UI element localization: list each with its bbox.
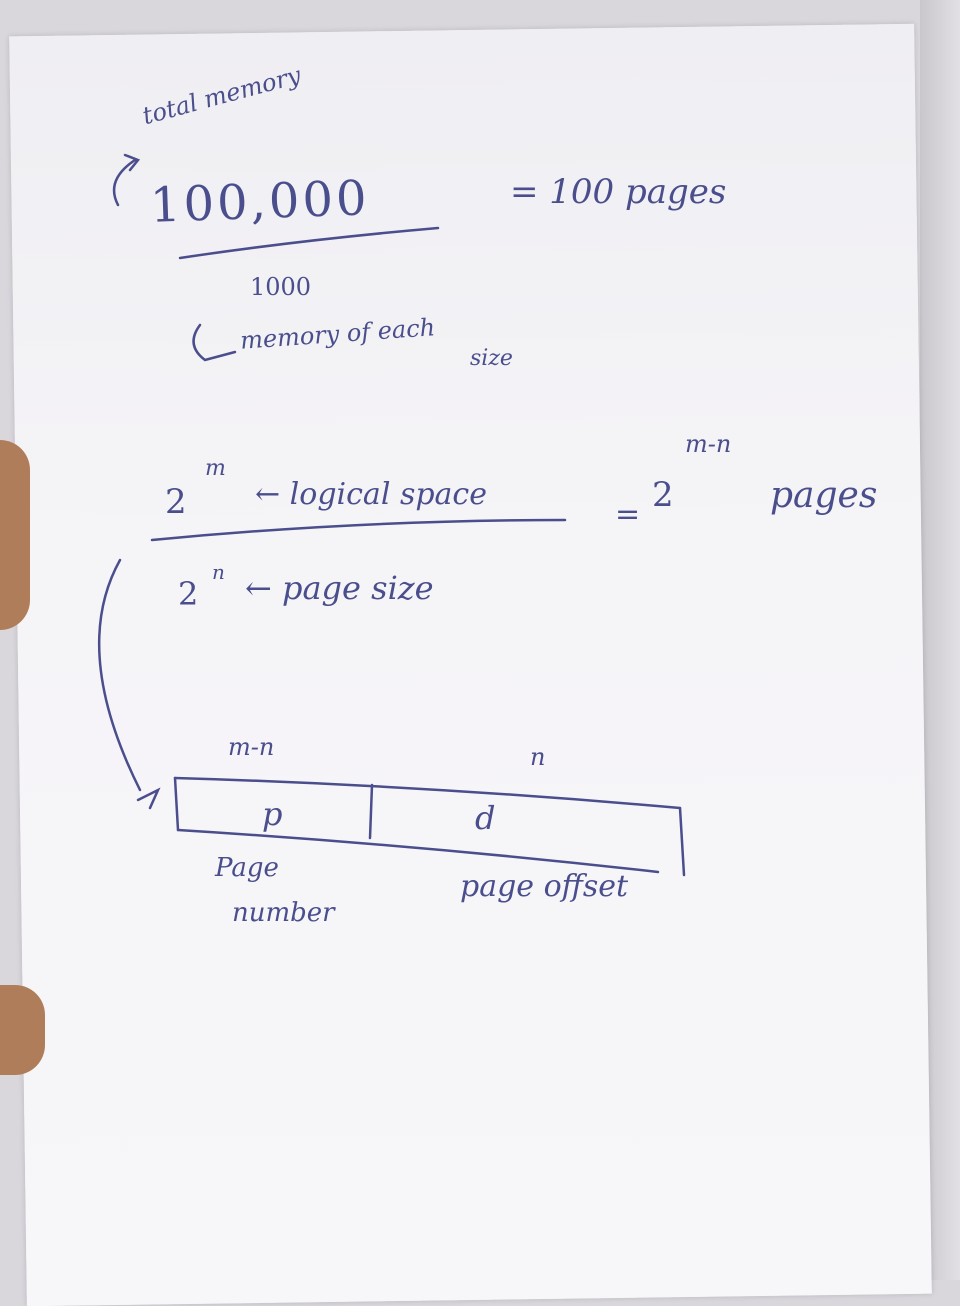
result-exponent: m-n bbox=[685, 430, 732, 458]
page-number-width: m-n bbox=[228, 733, 275, 761]
page-size-label: ← page size bbox=[245, 569, 434, 607]
address-box-top bbox=[175, 778, 680, 808]
total-memory-label: total memory bbox=[139, 60, 304, 131]
result-base: 2 bbox=[652, 475, 674, 515]
page-size-base: 2 bbox=[178, 575, 199, 613]
address-box-right bbox=[680, 808, 684, 875]
page-size-exponent: n bbox=[212, 560, 225, 584]
memory-each-label: memory of each bbox=[239, 313, 436, 355]
page-offset-width: n bbox=[530, 743, 546, 771]
page-number-caption-1: Page bbox=[215, 853, 279, 883]
denominator-value: 1000 bbox=[250, 273, 312, 301]
result-equals: = bbox=[615, 497, 641, 532]
result-unit: pages bbox=[770, 475, 878, 516]
side-curve bbox=[99, 560, 140, 790]
address-box-left bbox=[175, 778, 178, 830]
page-offset-caption: page offset bbox=[460, 869, 629, 904]
numerator-value: 100,000 bbox=[149, 170, 371, 234]
pages-result: = 100 pages bbox=[510, 172, 727, 212]
logical-space-exponent: m bbox=[205, 456, 226, 481]
page-number-field: p bbox=[262, 795, 283, 833]
memory-each-size: size bbox=[470, 346, 513, 371]
logical-space-base: 2 bbox=[165, 482, 187, 522]
page-number-caption-2: number bbox=[232, 898, 335, 928]
fraction-bar-1 bbox=[180, 228, 438, 258]
total-memory-arrow bbox=[114, 155, 138, 205]
pointer-arrow bbox=[138, 790, 158, 808]
page-offset-field: d bbox=[475, 799, 496, 837]
address-box-divider bbox=[370, 785, 372, 838]
fraction-bar-2 bbox=[152, 520, 565, 540]
logical-space-label: ← logical space bbox=[255, 477, 487, 512]
memory-each-arrow bbox=[194, 325, 235, 360]
